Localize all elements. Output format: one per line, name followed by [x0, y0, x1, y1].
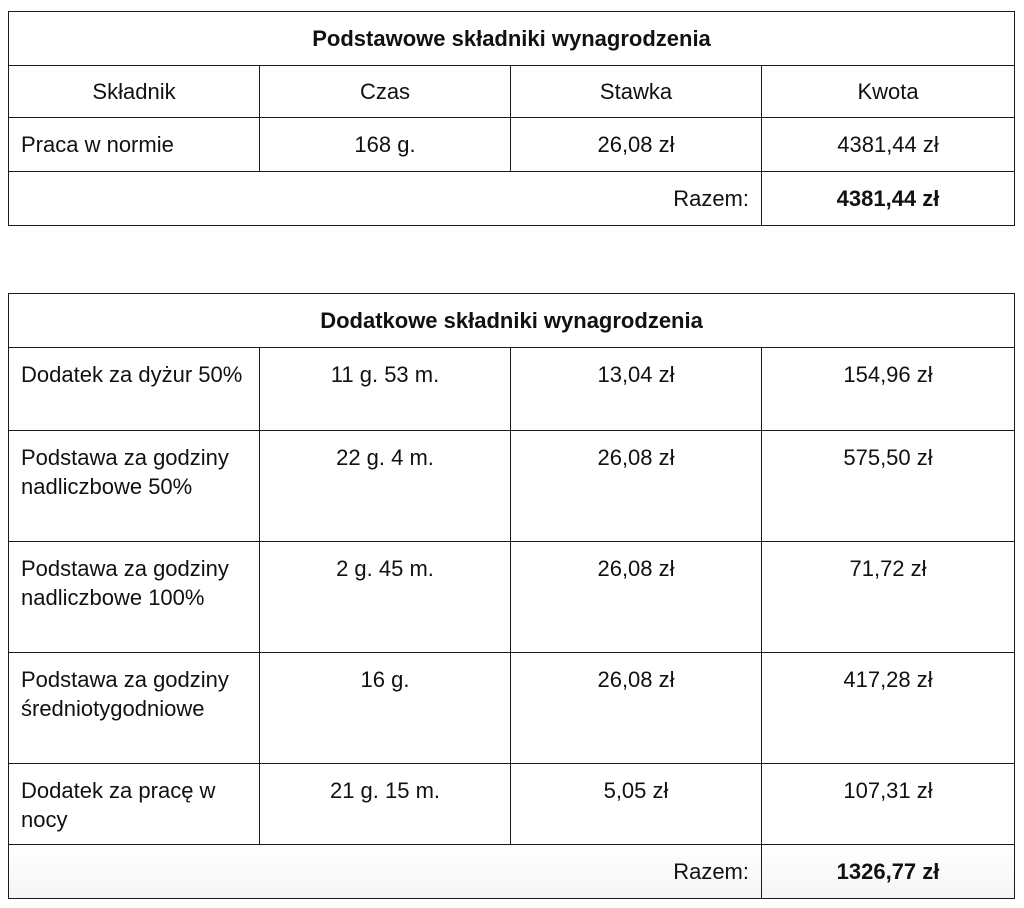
table-row	[9, 348, 1015, 431]
component-amount: 4381,44 zł	[762, 118, 1015, 172]
total-value: 1326,77 zł	[762, 845, 1015, 899]
column-header-component: Składnik	[9, 66, 260, 118]
component-amount: 71,72 zł	[762, 542, 1015, 653]
basic-table-title: Podstawowe składniki wynagrodzenia	[9, 12, 1015, 66]
table-row	[9, 764, 1015, 845]
component-amount: 154,96 zł	[762, 348, 1015, 431]
total-label: Razem:	[9, 172, 762, 226]
component-name: Dodatek za pracę w nocy	[9, 764, 260, 845]
extra-salary-table	[8, 293, 1015, 899]
table-row	[9, 542, 1015, 653]
component-name: Podstawa za godziny średniotygodniowe	[9, 653, 260, 764]
component-name: Praca w normie	[9, 118, 260, 172]
component-rate: 26,08 zł	[511, 118, 762, 172]
component-rate: 26,08 zł	[511, 431, 762, 542]
component-time: 168 g.	[260, 118, 511, 172]
table-row	[9, 431, 1015, 542]
column-header-amount: Kwota	[762, 66, 1015, 118]
component-rate: 13,04 zł	[511, 348, 762, 431]
column-header-rate: Stawka	[511, 66, 762, 118]
component-time: 21 g. 15 m.	[260, 764, 511, 845]
component-time: 2 g. 45 m.	[260, 542, 511, 653]
column-header-time: Czas	[260, 66, 511, 118]
total-value: 4381,44 zł	[762, 172, 1015, 226]
component-rate: 5,05 zł	[511, 764, 762, 845]
component-time: 22 g. 4 m.	[260, 431, 511, 542]
component-amount: 417,28 zł	[762, 653, 1015, 764]
total-row	[9, 172, 1015, 226]
table-row	[9, 653, 1015, 764]
component-rate: 26,08 zł	[511, 653, 762, 764]
basic-salary-table	[8, 11, 1015, 226]
total-row	[9, 845, 1015, 899]
component-time: 11 g. 53 m.	[260, 348, 511, 431]
table-row	[9, 118, 1015, 172]
component-name: Podstawa za godziny nadliczbowe 50%	[9, 431, 260, 542]
component-amount: 575,50 zł	[762, 431, 1015, 542]
component-rate: 26,08 zł	[511, 542, 762, 653]
total-label: Razem:	[9, 845, 762, 899]
component-name: Dodatek za dyżur 50%	[9, 348, 260, 431]
table-header-row	[9, 66, 1015, 118]
component-name: Podstawa za godziny nadliczbowe 100%	[9, 542, 260, 653]
component-amount: 107,31 zł	[762, 764, 1015, 845]
extra-table-title: Dodatkowe składniki wynagrodzenia	[9, 294, 1015, 348]
component-time: 16 g.	[260, 653, 511, 764]
